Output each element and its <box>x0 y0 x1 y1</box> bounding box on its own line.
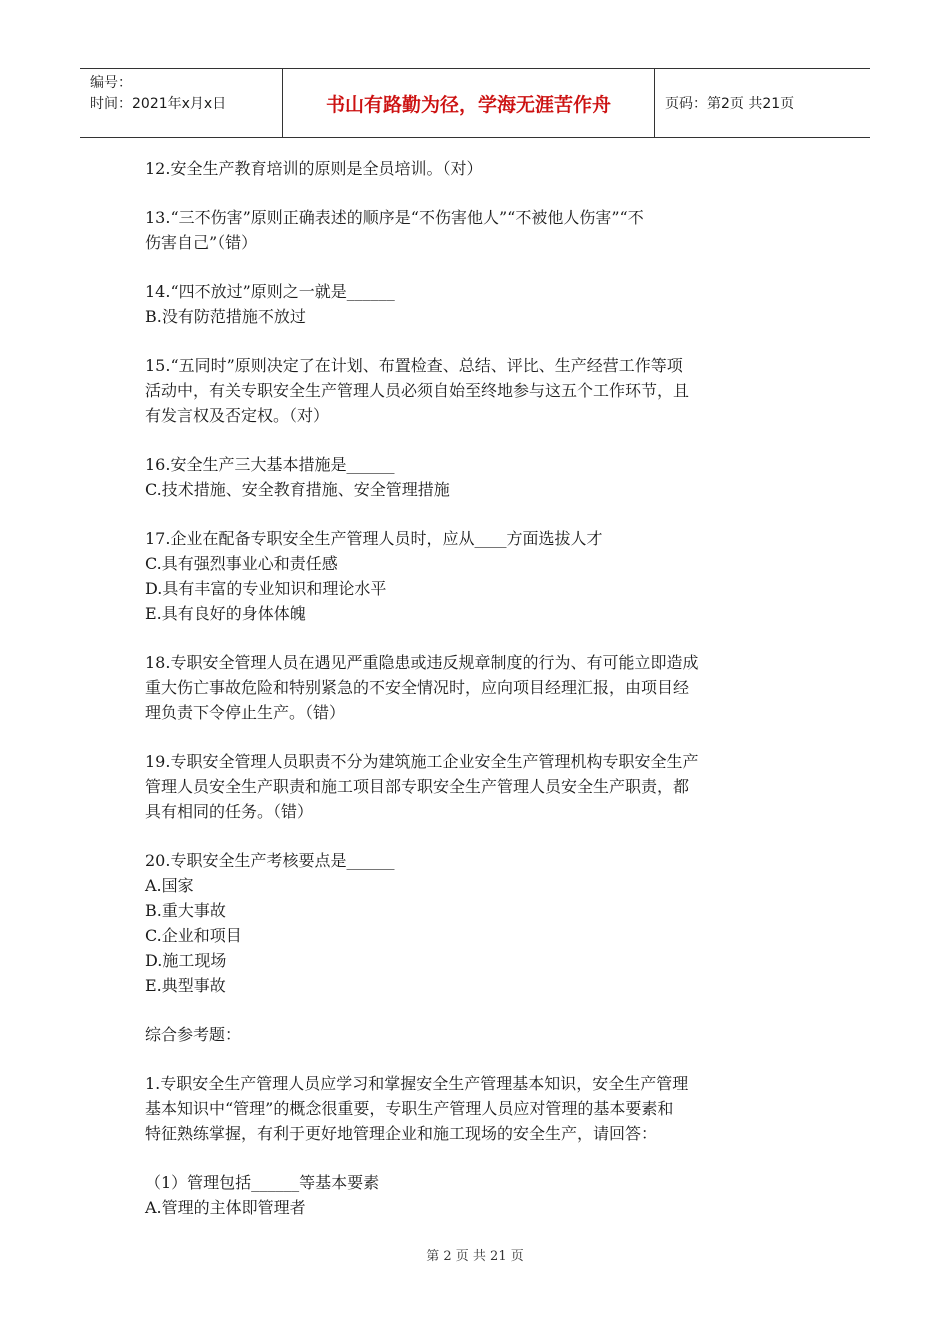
question-block <box>145 526 810 626</box>
question-line: 理负责下令停止生产。（错） <box>145 703 346 722</box>
question-line: 活动中，有关专职安全生产管理人员必须自始至终地参与这五个工作环节，且 <box>145 381 690 400</box>
question-line: 12.安全生产教育培训的原则是全员培训。（对） <box>145 159 483 178</box>
question-line: A.管理的主体即管理者 <box>145 1198 306 1217</box>
question-block <box>145 1071 810 1146</box>
header-page-info: 页码：第2页 共21页 <box>665 96 795 112</box>
question-line: 伤害自己”（错） <box>145 233 258 252</box>
question-block <box>145 156 810 181</box>
question-line: D.具有丰富的专业知识和理论水平 <box>145 579 387 598</box>
question-line: 20.专职安全生产考核要点是______ <box>145 851 395 870</box>
question-line: C.技术措施、安全教育措施、安全管理措施 <box>145 480 450 499</box>
number-label: 编号： <box>90 75 132 91</box>
question-line: B.重大事故 <box>145 901 226 920</box>
question-block <box>145 205 810 255</box>
question-line: 基本知识中“管理”的概念很重要，专职生产管理人员应对管理的基本要素和 <box>145 1099 674 1118</box>
question-block <box>145 848 810 998</box>
question-line: 特征熟练掌握，有利于更好地管理企业和施工现场的安全生产，请回答： <box>145 1124 658 1143</box>
question-line: C.具有强烈事业心和责任感 <box>145 554 338 573</box>
question-line: 17.企业在配备专职安全生产管理人员时，应从____方面选拔人才 <box>145 529 603 548</box>
question-line: 19.专职安全管理人员职责不分为建筑施工企业安全生产管理机构专职安全生产 <box>145 752 699 771</box>
question-line: 有发言权及否定权。（对） <box>145 406 330 425</box>
question-line: D.施工现场 <box>145 951 227 970</box>
question-block <box>145 452 810 502</box>
page-header <box>80 68 870 138</box>
question-line: 18.专职安全管理人员在遇见严重隐患或违反规章制度的行为、有可能立即造成 <box>145 653 699 672</box>
header-meta <box>80 69 283 137</box>
question-line: 15.“五同时”原则决定了在计划、布置检查、总结、评比、生产经营工作等项 <box>145 356 683 375</box>
question-block <box>145 279 810 329</box>
question-line: C.企业和项目 <box>145 926 242 945</box>
question-line: 综合参考题： <box>145 1025 242 1044</box>
question-block <box>145 353 810 428</box>
question-line: E.具有良好的身体体魄 <box>145 604 306 623</box>
question-line: 1.专职安全生产管理人员应学习和掌握安全生产管理基本知识，安全生产管理 <box>145 1074 689 1093</box>
question-line: 13.“三不伤害”原则正确表述的顺序是“不伤害他人”“不被他人伤害”“不 <box>145 208 644 227</box>
document-body <box>145 156 810 1244</box>
question-line: B.没有防范措施不放过 <box>145 307 306 326</box>
question-line: 重大伤亡事故危险和特别紧急的不安全情况时，应向项目经理汇报，由项目经 <box>145 678 690 697</box>
date-label: 时间：2021年x月x日 <box>90 96 227 112</box>
question-line: 管理人员安全生产职责和施工项目部专职安全生产管理人员安全生产职责，都 <box>145 777 690 796</box>
question-line: 具有相同的任务。（错） <box>145 802 314 821</box>
question-block <box>145 749 810 824</box>
question-line: 14.“四不放过”原则之一就是______ <box>145 282 395 301</box>
question-block <box>145 650 810 725</box>
header-motto: 书山有路勤为径，学海无涯苦作舟 <box>283 69 655 137</box>
question-block <box>145 1170 810 1220</box>
page-footer: 第 2 页 共 21 页 <box>426 1249 524 1264</box>
question-block <box>145 1022 810 1047</box>
question-line: A.国家 <box>145 876 194 895</box>
question-line: E.典型事故 <box>145 976 226 995</box>
question-line: （1）管理包括______等基本要素 <box>145 1173 380 1192</box>
question-line: 16.安全生产三大基本措施是______ <box>145 455 395 474</box>
